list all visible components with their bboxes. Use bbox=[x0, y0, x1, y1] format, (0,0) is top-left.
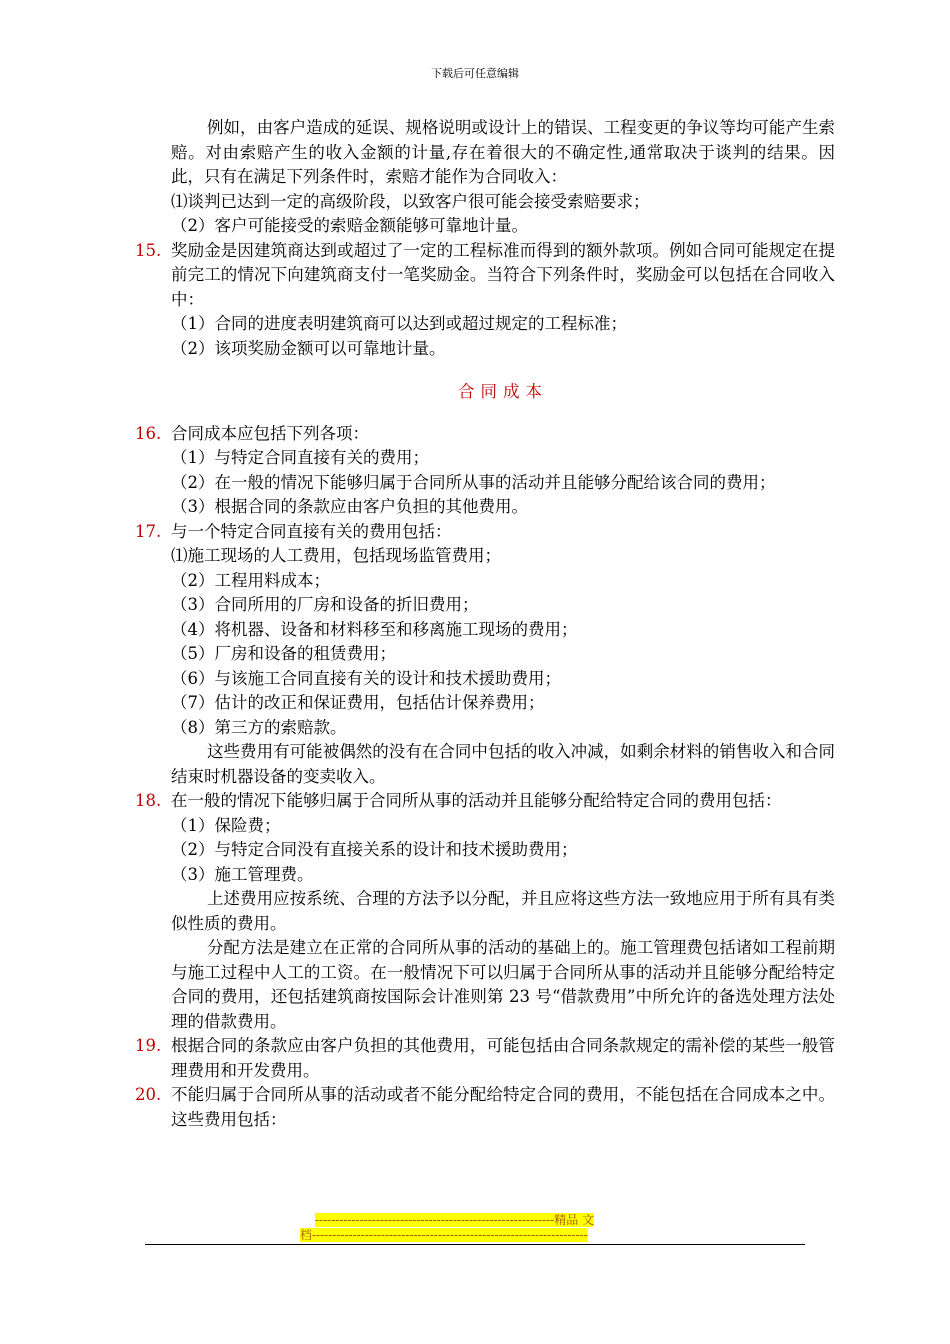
list-item: （2）客户可能接受的索赔金额能够可靠地计量。 bbox=[171, 216, 528, 235]
list-item: （8）第三方的索赔款。 bbox=[171, 717, 347, 737]
list-item: （2）该项奖励金额可以可靠地计量。 bbox=[171, 338, 446, 358]
footer-line: 档-------------------------------------------------------------------- bbox=[300, 1228, 588, 1242]
list-item: （5）厂房和设备的租赁费用； bbox=[171, 644, 396, 663]
document-body bbox=[135, 116, 835, 1132]
list-item: （3）合同所用的厂房和设备的折旧费用； bbox=[171, 595, 479, 614]
list-item: （7）估计的改正和保证费用，包括估计保养费用； bbox=[171, 693, 545, 712]
footer-line: -----------------------------------------------------------精品 文 bbox=[315, 1213, 595, 1227]
footer-divider bbox=[145, 1244, 805, 1245]
list-item: ⑴谈判已达到一定的高级阶段，以致客户很可能会接受索赔要求； bbox=[171, 191, 650, 211]
paragraph-text: 根据合同的条款应由客户负担的其他费用，可能包括由合同条款规定的需补偿的某些一般管理费用和开发费用。 bbox=[171, 1036, 835, 1080]
list-item: （6）与该施工合同直接有关的设计和技术援助费用； bbox=[171, 668, 561, 688]
list-item: （2）与特定合同没有直接关系的设计和技术援助费用； bbox=[171, 840, 578, 859]
paragraph-text: 奖励金是因建筑商达到或超过了一定的工程标准而得到的额外款项。例如合同可能规定在提前完工的情况下向建筑商支付一笔奖励金。当符合下列条件时，奖励金可以包括在合同收入中： bbox=[171, 240, 835, 309]
paragraph-18 bbox=[135, 789, 835, 814]
paragraph-number: 19. bbox=[135, 1036, 162, 1055]
list-item: （1）保险费； bbox=[171, 815, 281, 835]
paragraph-number: 18. bbox=[135, 791, 162, 810]
list-item: （2）工程用料成本； bbox=[171, 570, 330, 590]
body-paragraph: 上述费用应按系统、合理的方法予以分配，并且应将这些方法一致地应用于所有具有类似性质的费用。 bbox=[171, 889, 835, 933]
paragraph-17 bbox=[135, 520, 835, 545]
paragraph-15 bbox=[135, 239, 835, 313]
paragraph-text: 在一般的情况下能够归属于合同所从事的活动并且能够分配给特定合同的费用包括： bbox=[171, 791, 782, 810]
section-title: 合同成本 bbox=[458, 382, 548, 401]
list-item: （3）根据合同的条款应由客户负担的其他费用。 bbox=[171, 497, 528, 516]
list-item: （1）与特定合同直接有关的费用； bbox=[171, 448, 429, 467]
paragraph-number: 16. bbox=[135, 423, 162, 443]
paragraph-text: 不能归属于合同所从事的活动或者不能分配给特定合同的费用，不能包括在合同成本之中。这些费用包括： bbox=[171, 1085, 835, 1129]
paragraph-number: 15. bbox=[135, 240, 162, 260]
intro-paragraph: 例如，由客户造成的延误、规格说明或设计上的错误、工程变更的争议等均可能产生索赔。对由索赔产生的收入金额的计量,存在着很大的不确定性,通常取决于谈判的结果。因此，只有在满足下列条件时，索赔才能作为合同收入： bbox=[171, 118, 835, 186]
paragraph-19 bbox=[135, 1034, 835, 1083]
paragraph-16 bbox=[135, 422, 835, 447]
list-item: （3）施工管理费。 bbox=[171, 864, 314, 884]
paragraph-text: 合同成本应包括下列各项： bbox=[171, 423, 369, 443]
footer-watermark bbox=[300, 1213, 650, 1243]
body-paragraph: 这些费用有可能被偶然的没有在合同中包括的收入冲减，如剩余材料的销售收入和合同结束时机器设备的变卖收入。 bbox=[171, 742, 835, 786]
paragraph-text: 与一个特定合同直接有关的费用包括： bbox=[171, 521, 452, 541]
list-item: （2）在一般的情况下能够归属于合同所从事的活动并且能够分配给该合同的费用； bbox=[171, 472, 776, 492]
list-item: （1）合同的进度表明建筑商可以达到或超过规定的工程标准； bbox=[171, 314, 627, 333]
list-item: ⑴施工现场的人工费用，包括现场监管费用； bbox=[171, 546, 501, 565]
paragraph-number: 17. bbox=[135, 521, 162, 541]
paragraph-number: 20. bbox=[135, 1085, 162, 1104]
page-header: 下载后可任意编辑 bbox=[431, 67, 519, 80]
paragraph-20 bbox=[135, 1083, 835, 1132]
list-item: （4）将机器、设备和材料移至和移离施工现场的费用； bbox=[171, 619, 578, 639]
body-paragraph: 分配方法是建立在正常的合同所从事的活动的基础上的。施工管理费包括诸如工程前期与施工过程中人工的工资。在一般情况下可以归属于合同所从事的活动并且能够分配给特定合同的费用，还包括建筑商按国际会计准则第 23 号“借款费用”中所允许的备选处理方法处理的借款费用。 bbox=[171, 938, 835, 1031]
